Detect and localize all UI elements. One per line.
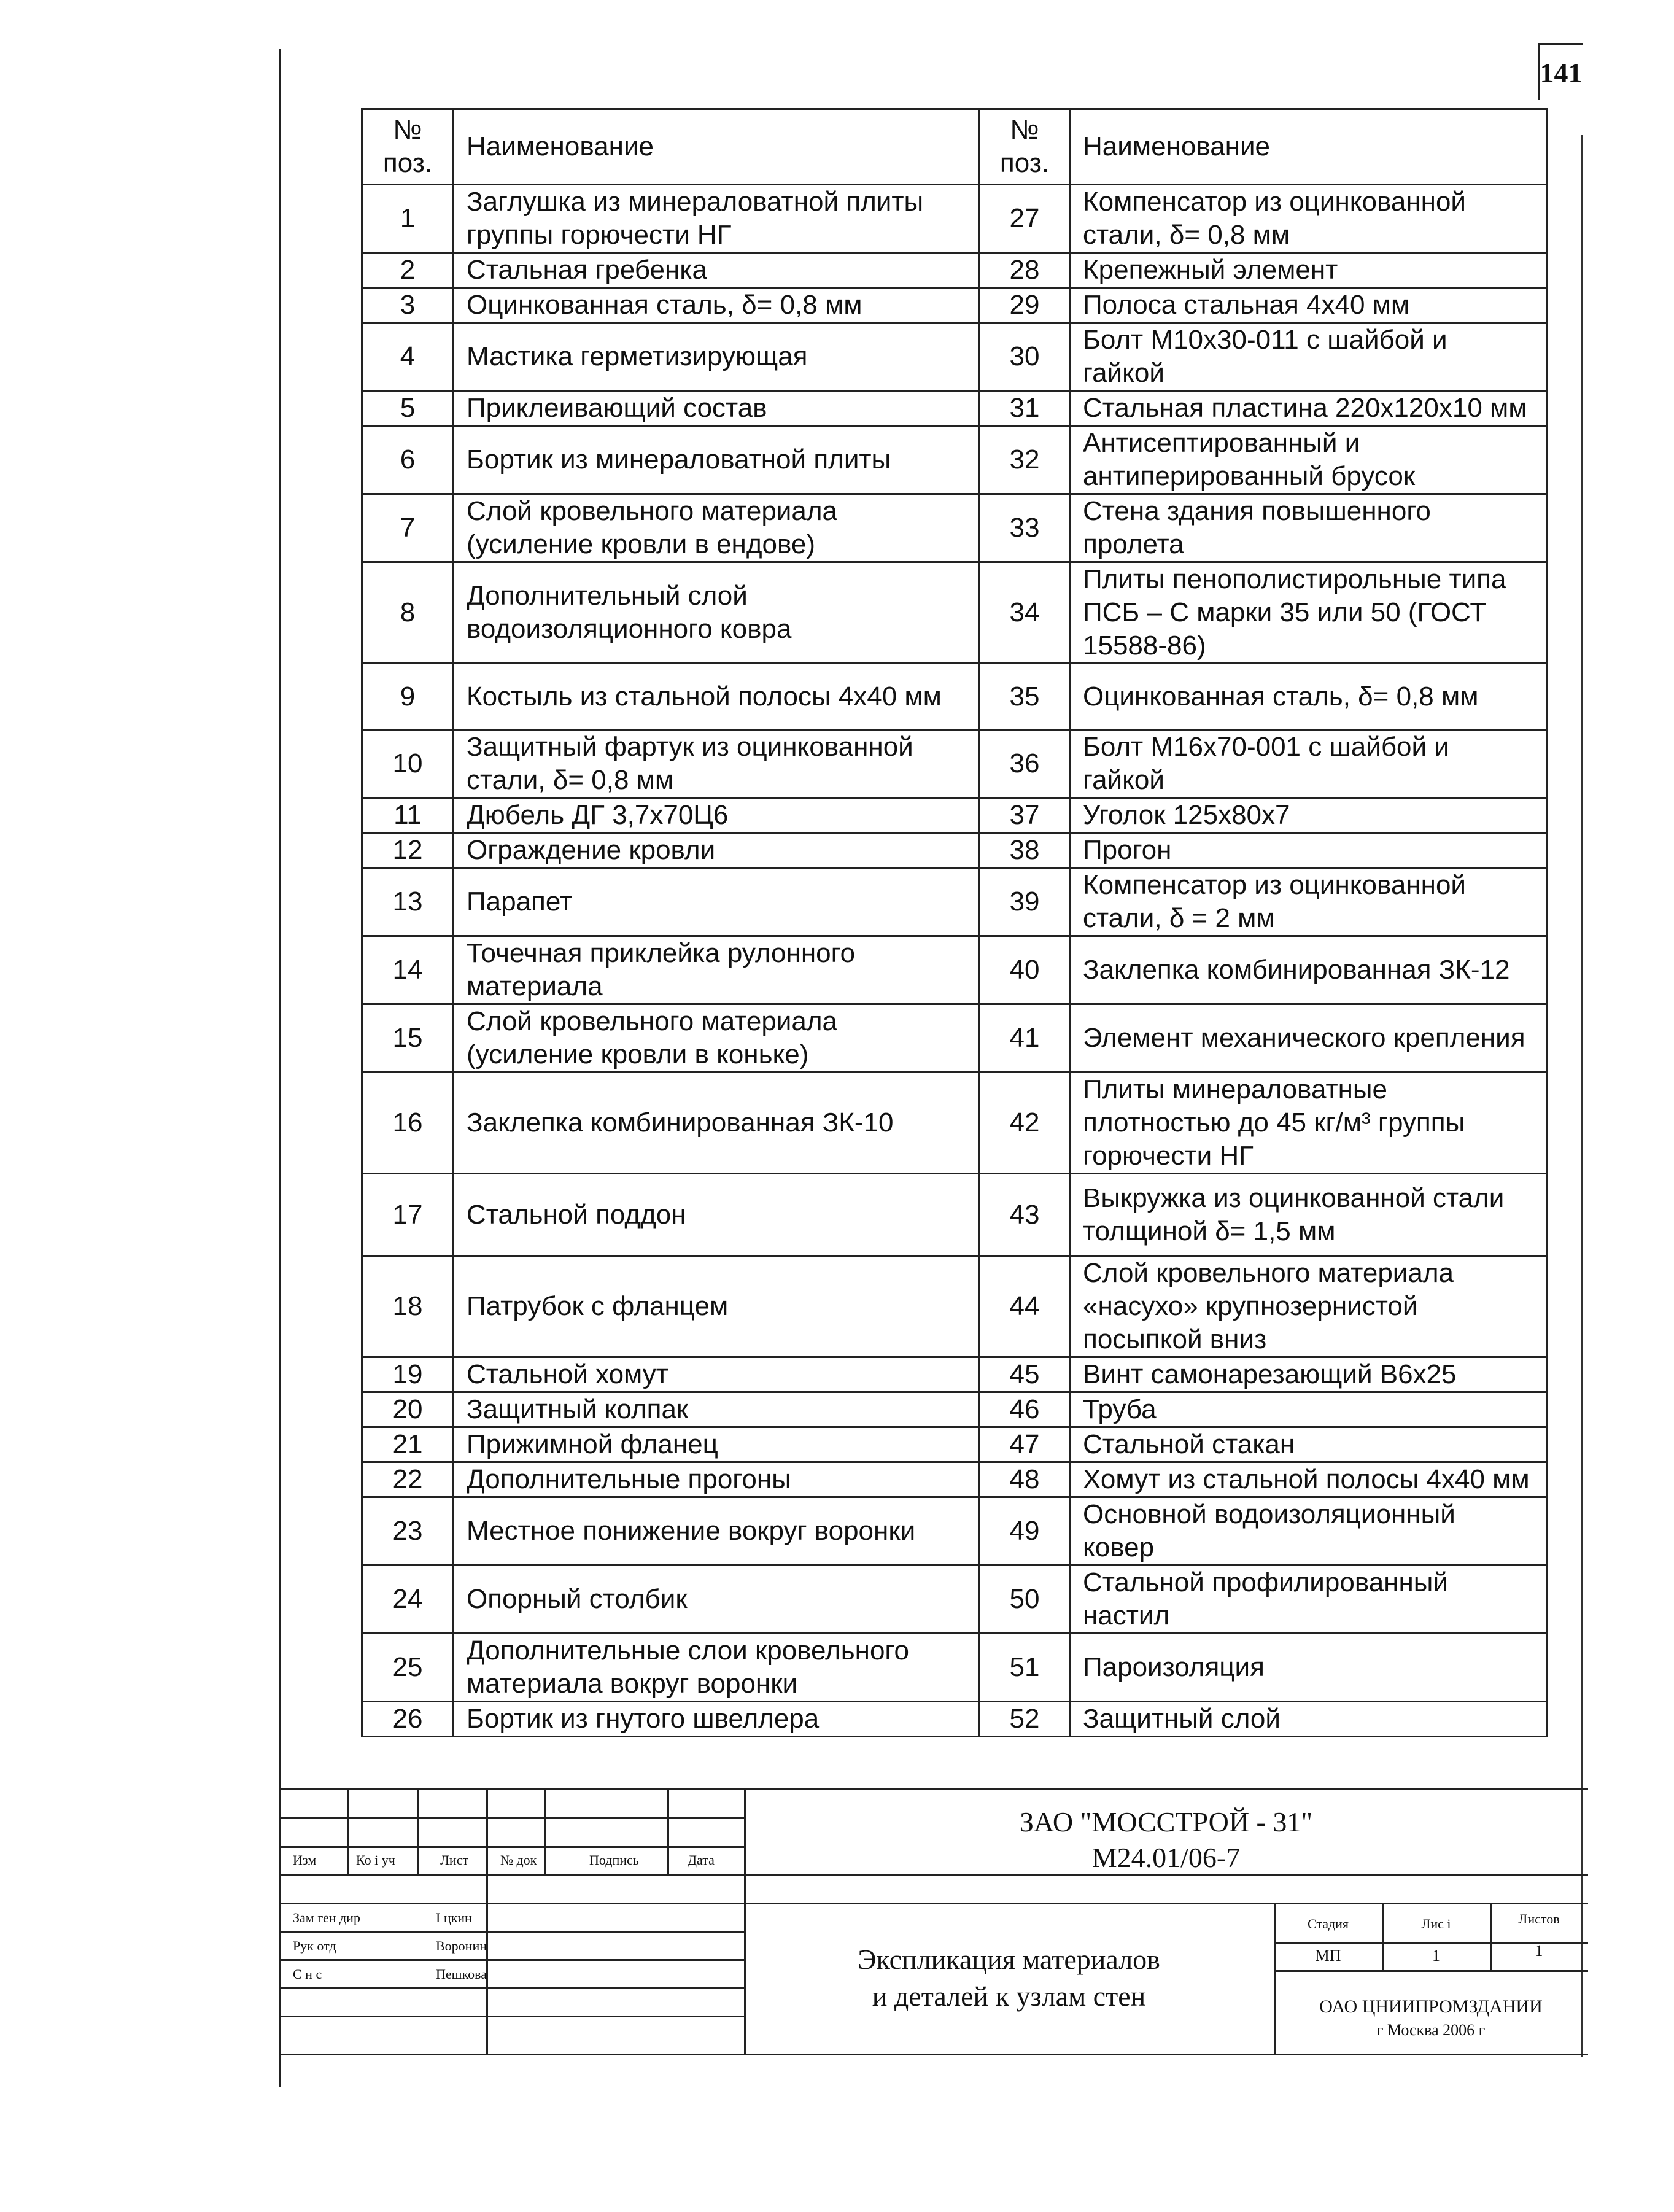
table-row: [362, 391, 1548, 426]
cell-name-2: Заклепка комбинированная ЗК-12: [1070, 936, 1548, 1004]
cell-pos: 13: [362, 868, 454, 936]
specification-table: [361, 108, 1548, 1737]
cell-name: Опорный столбик: [454, 1566, 980, 1634]
cell-pos-2: 46: [980, 1392, 1070, 1427]
cell-name-2: Компенсатор из оцинкованной стали, δ = 2 мм: [1070, 868, 1548, 936]
cell-pos-2: 42: [980, 1073, 1070, 1174]
table-row: [362, 1357, 1548, 1392]
header-name-2: Наименование: [1070, 109, 1548, 185]
cell-name-2: Болт М16х70-001 с шайбой и гайкой: [1070, 730, 1548, 798]
cell-name: Бортик из минераловатной плиты: [454, 426, 980, 494]
table-row: [362, 730, 1548, 798]
cell-name-2: Пароизоляция: [1070, 1634, 1548, 1702]
role-3: С н с: [293, 1966, 322, 1982]
cell-pos-2: 40: [980, 936, 1070, 1004]
table-row: [362, 288, 1548, 323]
page-number: 141: [1538, 43, 1583, 100]
table-row: [362, 1392, 1548, 1427]
cell-pos: 2: [362, 253, 454, 288]
table-row: [362, 1174, 1548, 1256]
col-sign-label: Подпись: [589, 1852, 639, 1868]
table-body: [362, 185, 1548, 1737]
sheets-label: Листов: [1518, 1911, 1560, 1927]
cell-pos-2: 28: [980, 253, 1070, 288]
cell-name-2: Основной водоизоляционный ковер: [1070, 1497, 1548, 1566]
cell-pos: 3: [362, 288, 454, 323]
col-date-label: Дата: [688, 1852, 715, 1868]
cell-name: Стальной хомут: [454, 1357, 980, 1392]
cell-name: Прижимной фланец: [454, 1427, 980, 1462]
cell-pos-2: 48: [980, 1462, 1070, 1497]
cell-pos-2: 33: [980, 494, 1070, 562]
cell-name-2: Защитный слой: [1070, 1702, 1548, 1737]
table-row: [362, 253, 1548, 288]
table-row: [362, 1634, 1548, 1702]
table-row: [362, 1256, 1548, 1357]
cell-pos-2: 51: [980, 1634, 1070, 1702]
cell-name: Точечная приклейка рулонного материала: [454, 936, 980, 1004]
cell-pos-2: 44: [980, 1256, 1070, 1357]
stamp-city-year: г Москва 2006 г: [1376, 2021, 1486, 2039]
table-row: [362, 562, 1548, 664]
cell-pos-2: 31: [980, 391, 1070, 426]
cell-name-2: Антисептированный и антиперированный брусок: [1070, 426, 1548, 494]
cell-name: Защитный колпак: [454, 1392, 980, 1427]
cell-name: Защитный фартук из оцинкованной стали, δ= 0,8 мм: [454, 730, 980, 798]
cell-pos-2: 32: [980, 426, 1070, 494]
cell-name-2: Стальной стакан: [1070, 1427, 1548, 1462]
cell-name: Дополнительный слой водоизоляционного ковра: [454, 562, 980, 664]
table-row: [362, 494, 1548, 562]
cell-pos: 20: [362, 1392, 454, 1427]
cell-pos: 5: [362, 391, 454, 426]
table-row: [362, 798, 1548, 833]
table-row: [362, 868, 1548, 936]
cell-name-2: Уголок 125х80х7: [1070, 798, 1548, 833]
cell-pos: 19: [362, 1357, 454, 1392]
cell-name: Слой кровельного материала (усиление кровли в ендове): [454, 494, 980, 562]
cell-name-2: Компенсатор из оцинкованной стали, δ= 0,8 мм: [1070, 185, 1548, 253]
table-row: [362, 426, 1548, 494]
cell-pos-2: 41: [980, 1004, 1070, 1073]
cell-name: Слой кровельного материала (усиление кровли в коньке): [454, 1004, 980, 1073]
table-row: [362, 1073, 1548, 1174]
cell-name: Оцинкованная сталь, δ= 0,8 мм: [454, 288, 980, 323]
cell-name-2: Стальная пластина 220х120х10 мм: [1070, 391, 1548, 426]
cell-pos: 11: [362, 798, 454, 833]
col-doc-label: № док: [500, 1852, 537, 1868]
cell-pos: 14: [362, 936, 454, 1004]
cell-pos-2: 34: [980, 562, 1070, 664]
cell-name-2: Винт самонарезающий В6х25: [1070, 1357, 1548, 1392]
table-row: [362, 936, 1548, 1004]
cell-pos: 4: [362, 323, 454, 391]
table-row: [362, 1004, 1548, 1073]
cell-pos: 7: [362, 494, 454, 562]
cell-pos-2: 35: [980, 664, 1070, 730]
name-1: І цкин: [436, 1910, 472, 1925]
cell-name: Заклепка комбинированная ЗК-10: [454, 1073, 980, 1174]
cell-pos: 8: [362, 562, 454, 664]
title-block: [279, 1788, 1588, 2055]
table-row: [362, 1462, 1548, 1497]
col-izm-label: Изм: [293, 1852, 317, 1868]
cell-pos-2: 39: [980, 868, 1070, 936]
cell-pos-2: 50: [980, 1566, 1070, 1634]
cell-name: Патрубок с фланцем: [454, 1256, 980, 1357]
cell-name: Дюбель ДГ 3,7х70Ц6: [454, 798, 980, 833]
cell-name: Парапет: [454, 868, 980, 936]
cell-pos-2: 43: [980, 1174, 1070, 1256]
cell-name-2: Плиты минераловатные плотностью до 45 кг/м³ группы горючести НГ: [1070, 1073, 1548, 1174]
table-row: [362, 1702, 1548, 1737]
cell-name: Приклеивающий состав: [454, 391, 980, 426]
cell-pos: 26: [362, 1702, 454, 1737]
cell-pos: 25: [362, 1634, 454, 1702]
cell-name-2: Выкружка из оцинкованной стали толщиной δ= 1,5 мм: [1070, 1174, 1548, 1256]
cell-pos: 17: [362, 1174, 454, 1256]
sheet-value: 1: [1432, 1947, 1440, 1965]
cell-pos-2: 36: [980, 730, 1070, 798]
col-list-label: Лист: [440, 1852, 469, 1868]
table-row: [362, 1427, 1548, 1462]
cell-pos-2: 52: [980, 1702, 1070, 1737]
cell-pos-2: 38: [980, 833, 1070, 868]
header-name: Наименование: [454, 109, 980, 185]
cell-name: Дополнительные слои кровельного материала вокруг воронки: [454, 1634, 980, 1702]
cell-name: Мастика герметизирующая: [454, 323, 980, 391]
stage-value: МП: [1315, 1947, 1341, 1965]
cell-name: Бортик из гнутого швеллера: [454, 1702, 980, 1737]
cell-pos: 15: [362, 1004, 454, 1073]
frame-left-border: [279, 49, 281, 2087]
col-kol-label: Ко і уч: [356, 1852, 395, 1868]
cell-pos: 10: [362, 730, 454, 798]
sheet-label: Лис і: [1421, 1916, 1451, 1931]
cell-name-2: Болт М10х30-011 с шайбой и гайкой: [1070, 323, 1548, 391]
stage-label: Стадия: [1307, 1916, 1349, 1931]
cell-pos: 6: [362, 426, 454, 494]
cell-pos: 22: [362, 1462, 454, 1497]
cell-pos: 16: [362, 1073, 454, 1174]
cell-name-2: Полоса стальная 4х40 мм: [1070, 288, 1548, 323]
stamp-organization: ЗАО "МОССТРОЙ - 31": [1019, 1806, 1313, 1838]
table-row: [362, 185, 1548, 253]
cell-pos: 9: [362, 664, 454, 730]
frame-right-border: [1581, 135, 1583, 2057]
cell-name-2: Оцинкованная сталь, δ= 0,8 мм: [1070, 664, 1548, 730]
cell-pos: 24: [362, 1566, 454, 1634]
cell-name: Дополнительные прогоны: [454, 1462, 980, 1497]
table-row: [362, 1497, 1548, 1566]
cell-name-2: Плиты пенополистирольные типа ПСБ – С марки 35 или 50 (ГОСТ 15588-86): [1070, 562, 1548, 664]
cell-name: Заглушка из минераловатной плиты группы горючести НГ: [454, 185, 980, 253]
cell-pos-2: 49: [980, 1497, 1070, 1566]
cell-name-2: Стена здания повышенного пролета: [1070, 494, 1548, 562]
cell-name-2: Крепежный элемент: [1070, 253, 1548, 288]
cell-pos: 1: [362, 185, 454, 253]
table-row: [362, 833, 1548, 868]
cell-pos: 23: [362, 1497, 454, 1566]
cell-name-2: Прогон: [1070, 833, 1548, 868]
name-2: Воронин: [436, 1938, 487, 1954]
stamp-company: ОАО ЦНИИПРОМЗДАНИИ: [1319, 1997, 1543, 2017]
sheets-value: 1: [1535, 1942, 1543, 1960]
cell-name-2: Хомут из стальной полосы 4х40 мм: [1070, 1462, 1548, 1497]
cell-pos: 18: [362, 1256, 454, 1357]
table-header-row: [362, 109, 1548, 185]
name-3: Пешкова: [436, 1966, 487, 1982]
role-2: Рук отд: [293, 1938, 336, 1954]
cell-name-2: Стальной профилированный настил: [1070, 1566, 1548, 1634]
header-pos: № поз.: [362, 109, 454, 185]
cell-name: Стальной поддон: [454, 1174, 980, 1256]
cell-name: Костыль из стальной полосы 4х40 мм: [454, 664, 980, 730]
cell-pos-2: 29: [980, 288, 1070, 323]
table-row: [362, 323, 1548, 391]
cell-pos-2: 45: [980, 1357, 1070, 1392]
cell-name: Стальная гребенка: [454, 253, 980, 288]
cell-name-2: Элемент механического крепления: [1070, 1004, 1548, 1073]
stamp-title-line-2: и деталей к узлам стен: [872, 1981, 1146, 2012]
table-row: [362, 664, 1548, 730]
cell-name: Ограждение кровли: [454, 833, 980, 868]
cell-pos: 12: [362, 833, 454, 868]
role-1: Зам ген дир: [293, 1910, 360, 1925]
cell-name-2: Труба: [1070, 1392, 1548, 1427]
cell-name-2: Слой кровельного материала «насухо» крупнозернистой посыпкой вниз: [1070, 1256, 1548, 1357]
header-pos-2: № поз.: [980, 109, 1070, 185]
stamp-title-line-1: Экспликация материалов: [858, 1944, 1160, 1975]
stamp-document-code: М24.01/06-7: [1091, 1842, 1241, 1873]
cell-pos-2: 27: [980, 185, 1070, 253]
cell-pos-2: 37: [980, 798, 1070, 833]
table-row: [362, 1566, 1548, 1634]
cell-name: Местное понижение вокруг воронки: [454, 1497, 980, 1566]
cell-pos-2: 30: [980, 323, 1070, 391]
cell-pos: 21: [362, 1427, 454, 1462]
cell-pos-2: 47: [980, 1427, 1070, 1462]
